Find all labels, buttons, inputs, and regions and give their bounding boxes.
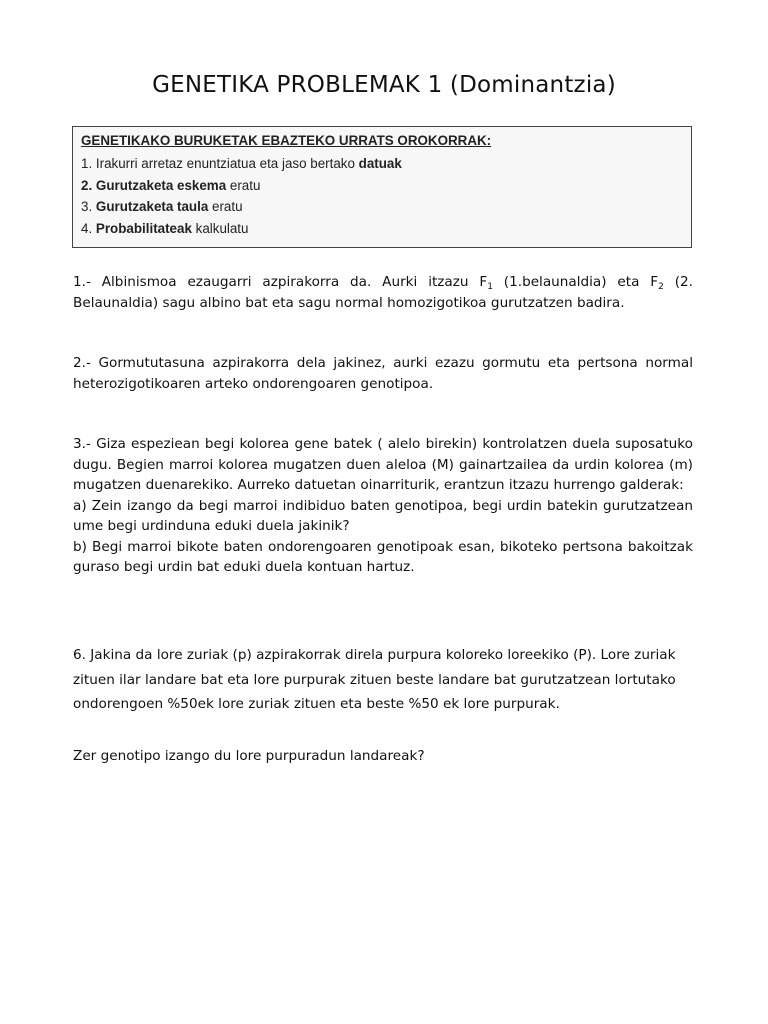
step-item xyxy=(81,218,683,240)
step-keyword: Gurutzaketa eskema xyxy=(95,177,227,193)
problem-1 xyxy=(73,272,693,313)
step-item xyxy=(81,196,683,218)
steps-box-heading: GENETIKAKO BURUKETAK EBAZTEKO URRATS OROKORRAK: xyxy=(81,133,492,148)
step-number: 4. xyxy=(81,220,93,236)
step-text: eratu xyxy=(208,199,243,214)
step-item xyxy=(81,153,683,175)
problem-3 xyxy=(73,434,693,578)
problem-1-text: 1.- Albinismoa ezaugarri azpirakorra da. Aurki itzazu F xyxy=(73,274,488,290)
step-text: Irakurri arretaz enuntziatua eta jaso bertako xyxy=(92,156,359,171)
step-text: eratu xyxy=(226,177,261,193)
step-number: 3. xyxy=(81,199,93,214)
problem-2: 2.- Gormututasuna azpirakorra dela jakinez, aurki ezazu gormutu eta pertsona normal heterozigotikoaren arteko ondorengoaren genotipoa. xyxy=(73,355,693,392)
step-text: kalkulatu xyxy=(191,220,249,236)
problem-3-question-a: a) Zein izango da begi marroi indibiduo baten genotipoa, begi urdin batekin gurutzatzean ume begi urdinduna eduki duela jakinik? xyxy=(73,497,693,534)
steps-box xyxy=(72,126,692,248)
problem-6: 6. Jakina da lore zuriak (p) azpirakorrak direla purpura koloreko loreekiko (P). Lore zuriak zituen ilar landare bat eta lore purpurak zituen beste landare bat gurutzatzean lortutako ondorengoen %50ek lore zuriak zituen eta beste %50 ek lore purpurak. xyxy=(73,647,676,712)
step-item xyxy=(81,175,683,197)
step-number: 1. xyxy=(81,156,93,171)
subscript: 2 xyxy=(658,282,664,292)
problem-1-text: (2. Belaunaldia) sagu albino bat eta sagu normal homozigotikoa gurutzatzen badira. xyxy=(73,274,693,311)
subscript: 1 xyxy=(487,282,493,292)
step-keyword: Probabilitateak xyxy=(95,220,192,236)
problem-3-question-b: b) Begi marroi bikote baten ondorengoaren genotipoak esan, bikoteko pertsona bakoitzak guraso begi urdin bat eduki duela kontuan hartuz. xyxy=(73,538,693,575)
page-title: GENETIKA PROBLEMAK 1 (Dominantzia) xyxy=(152,72,616,98)
step-keyword: datuak xyxy=(358,156,402,171)
problem-1-text: (1.belaunaldia) eta F xyxy=(492,274,659,290)
problem-6-question: Zer genotipo izango du lore purpuradun landareak? xyxy=(73,748,425,764)
problem-3-intro: 3.- Giza espeziean begi kolorea gene batek ( alelo birekin) kontrolatzen duela suposatuko dugu. Begien marroi kolorea mugatzen duen aleloa (M) gainartzailea da urdin kolorea (m) mugatzen duenarekiko. Aurreko datuetan oinarriturik, erantzun itzazu hurrengo galderak: xyxy=(73,436,693,493)
step-number: 2. xyxy=(81,177,93,193)
step-keyword: Gurutzaketa taula xyxy=(95,199,209,214)
